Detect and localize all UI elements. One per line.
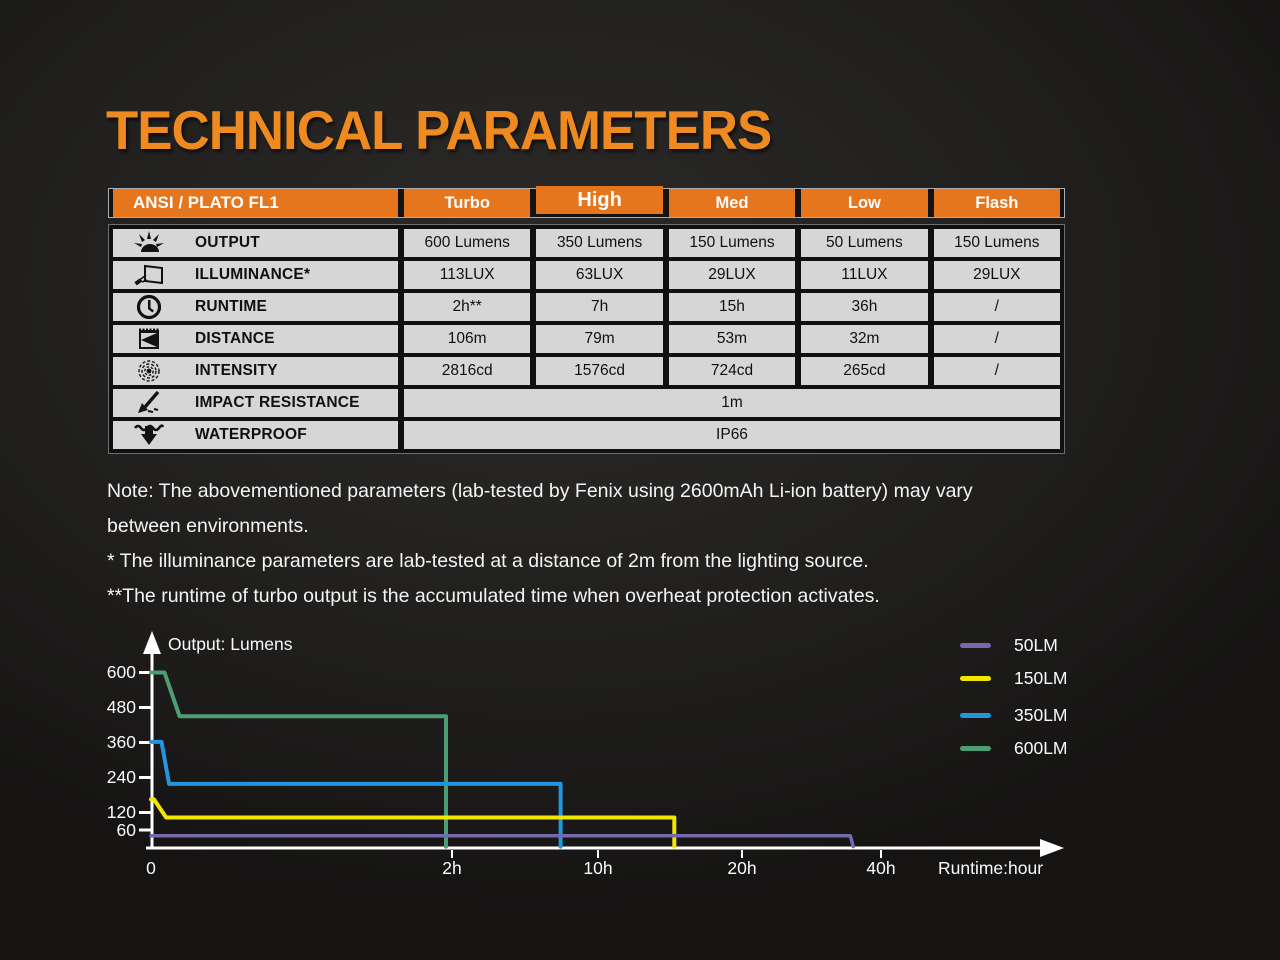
row-label-distance: [113, 325, 398, 353]
x-tick-label: 20h: [727, 858, 757, 878]
value-cell: 63LUX: [536, 261, 662, 289]
value-cell: /: [934, 325, 1060, 353]
value-cell: 11LUX: [801, 261, 927, 289]
runtime-chart-canvas: [0, 628, 1120, 928]
value-cell: 600 Lumens: [404, 229, 530, 257]
note-line: * The illuminance parameters are lab-tested at a distance of 2m from the lighting source.: [107, 550, 869, 572]
value-cell: 29LUX: [669, 261, 795, 289]
row-label-text: RUNTIME: [195, 298, 268, 315]
header-cell-high: High: [536, 186, 662, 214]
y-tick-label: 60: [116, 820, 136, 840]
value-cell: 50 Lumens: [801, 229, 927, 257]
row-label-runtime: [113, 293, 398, 321]
distance-icon: [129, 326, 169, 352]
value-cell: 79m: [536, 325, 662, 353]
value-cell: 106m: [404, 325, 530, 353]
row-label-text: WATERPROOF: [195, 426, 307, 443]
legend-swatch-icon: [960, 643, 991, 648]
legend-item-350lm: [960, 706, 1068, 724]
runtime-icon: [129, 294, 169, 320]
row-label-text: OUTPUT: [195, 234, 260, 251]
row-label-text: INTENSITY: [195, 362, 278, 379]
x-tick-label: 10h: [583, 858, 613, 878]
header-cell-low: Low: [801, 189, 927, 217]
spec-table-header: [108, 188, 1065, 218]
y-tick-label: 120: [106, 802, 136, 822]
row-label-impact-resistance: [113, 389, 398, 417]
value-cell: 36h: [801, 293, 927, 321]
note-line: **The runtime of turbo output is the accumulated time when overheat protection activates.: [107, 585, 880, 607]
value-cell: 29LUX: [934, 261, 1060, 289]
legend-label: 150LM: [1014, 667, 1068, 688]
output-icon: [129, 230, 169, 256]
spec-table-body: [108, 224, 1065, 454]
x-tick-label: 2h: [442, 858, 462, 878]
y-tick-label: 240: [106, 767, 136, 787]
value-cell: 113LUX: [404, 261, 530, 289]
legend-label: 350LM: [1014, 704, 1068, 725]
chart-y-axis-title: Output: Lumens: [168, 634, 293, 654]
value-cell: 265cd: [801, 357, 927, 385]
header-cell-med: Med: [669, 189, 795, 217]
header-cell-flash: Flash: [934, 189, 1060, 217]
row-label-waterproof: [113, 421, 398, 449]
series-line-600lm: [151, 673, 446, 847]
row-label-text: IMPACT RESISTANCE: [195, 394, 360, 411]
row-label-output: [113, 229, 398, 257]
value-cell: 32m: [801, 325, 927, 353]
value-cell: /: [934, 293, 1060, 321]
y-tick-label: 480: [106, 697, 136, 717]
note-line: between environments.: [107, 515, 309, 537]
row-label-illuminance: [113, 261, 398, 289]
header-cell-ansi: ANSI / PLATO FL1: [113, 189, 398, 217]
series-line-350lm: [151, 742, 561, 847]
legend-label: 50LM: [1014, 634, 1058, 655]
row-label-text: ILLUMINANCE*: [195, 266, 311, 283]
value-cell: 1576cd: [536, 357, 662, 385]
x-tick-label: 0: [146, 858, 156, 878]
legend-item-150lm: [960, 669, 1068, 687]
impact-resistance-icon: [129, 390, 169, 416]
runtime-chart: [0, 628, 1120, 928]
value-cell: 2816cd: [404, 357, 530, 385]
x-axis-arrow-icon: [1040, 839, 1064, 857]
value-cell: 150 Lumens: [669, 229, 795, 257]
x-tick-label: 40h: [866, 858, 896, 878]
value-cell: 53m: [669, 325, 795, 353]
header-cell-turbo: Turbo: [404, 189, 530, 217]
y-axis-arrow-icon: [143, 631, 161, 654]
illuminance-icon: [129, 263, 169, 287]
legend-label: 600LM: [1014, 737, 1068, 758]
series-line-50lm: [151, 836, 853, 847]
y-tick-label: 360: [106, 732, 136, 752]
value-cell: 7h: [536, 293, 662, 321]
chart-x-axis-title: Runtime:hour: [938, 858, 1044, 878]
intensity-icon: [129, 358, 169, 384]
note-line: Note: The abovementioned parameters (lab-tested by Fenix using 2600mAh Li-ion battery) may vary: [107, 480, 973, 502]
row-label-intensity: [113, 357, 398, 385]
y-tick-label: 600: [106, 662, 136, 682]
value-cell-span: 1m: [404, 389, 1060, 417]
value-cell-span: IP66: [404, 421, 1060, 449]
value-cell: 15h: [669, 293, 795, 321]
legend-item-50lm: [960, 636, 1068, 654]
value-cell: 724cd: [669, 357, 795, 385]
value-cell: /: [934, 357, 1060, 385]
legend-item-600lm: [960, 739, 1068, 757]
legend-swatch-icon: [960, 746, 991, 751]
value-cell: 350 Lumens: [536, 229, 662, 257]
notes-block: [107, 474, 1087, 614]
row-label-text: DISTANCE: [195, 330, 275, 347]
waterproof-icon: [129, 422, 169, 448]
value-cell: 2h**: [404, 293, 530, 321]
series-line-150lm: [151, 799, 674, 846]
chart-legend: [960, 636, 1068, 772]
value-cell: 150 Lumens: [934, 229, 1060, 257]
legend-swatch-icon: [960, 676, 991, 681]
legend-swatch-icon: [960, 713, 991, 718]
page-title: TECHNICAL PARAMETERS: [106, 99, 772, 161]
